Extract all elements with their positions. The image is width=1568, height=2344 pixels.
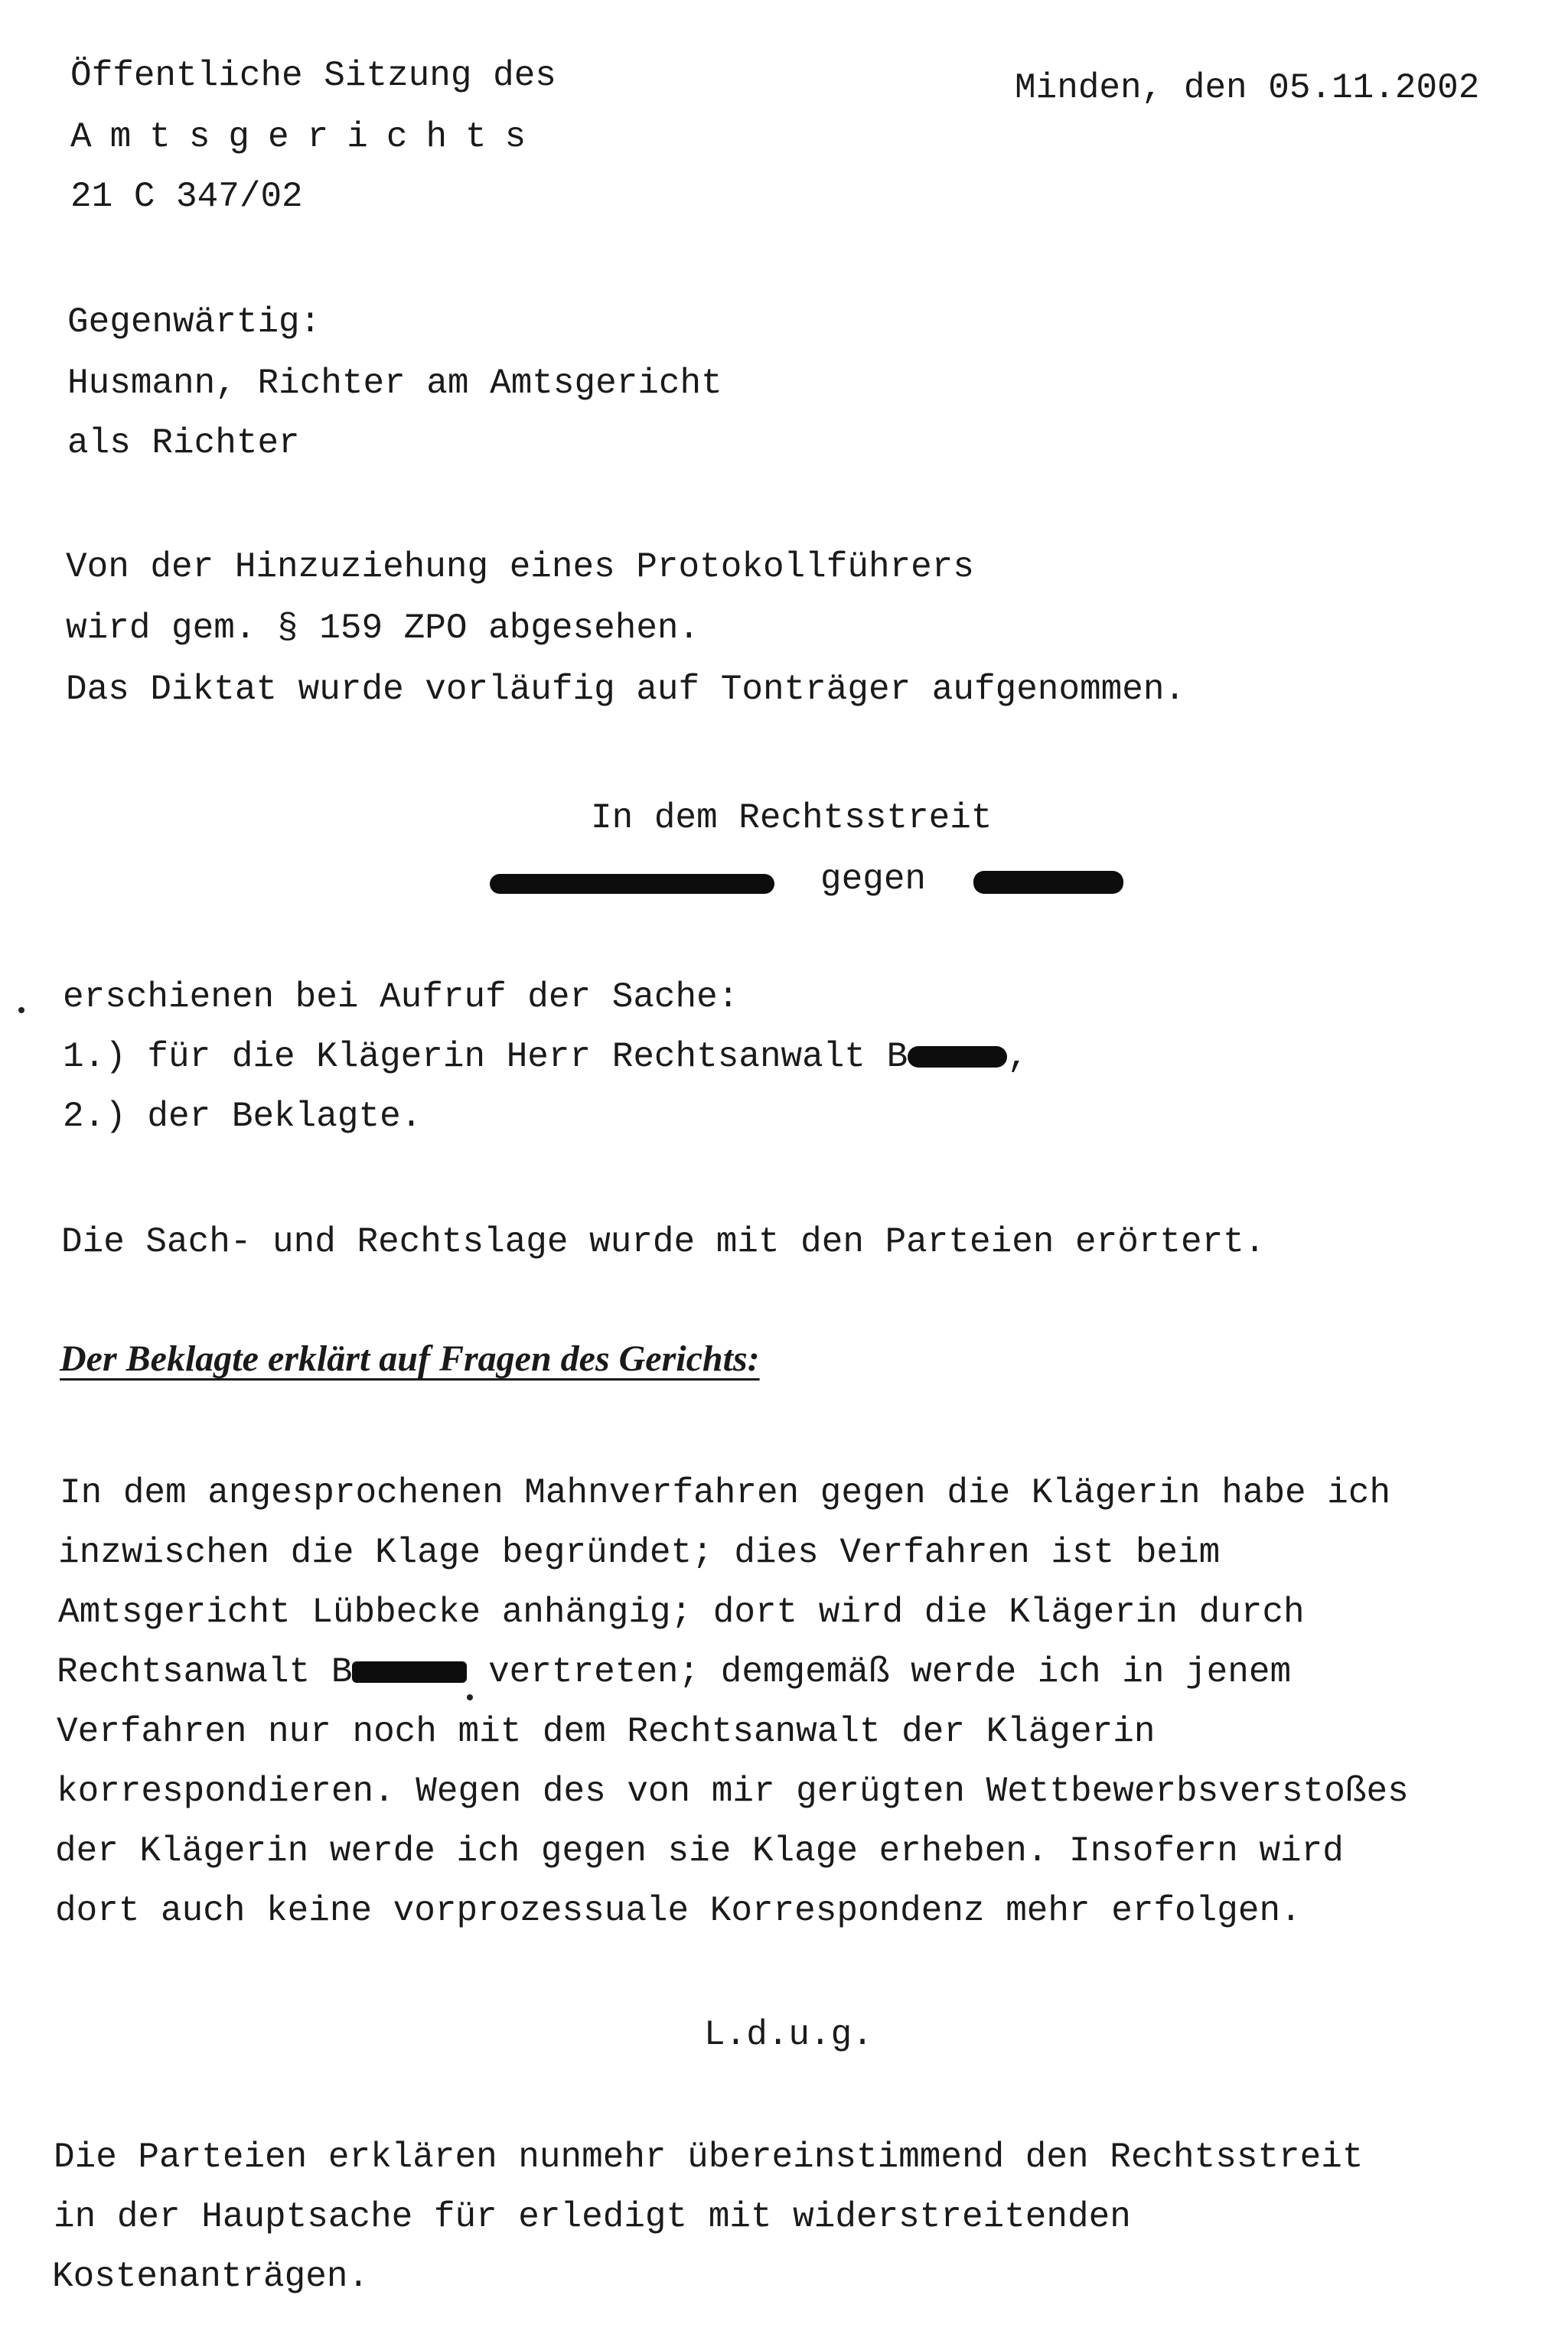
- statement-line-2: inzwischen die Klage begründet; dies Verfahren ist beim: [58, 1533, 1221, 1573]
- redacted-lawyer-name: [908, 1046, 1007, 1068]
- court-session-line: Öffentliche Sitzung des: [70, 56, 556, 96]
- closing-line-1: Die Parteien erklären nunmehr übereinstimmend den Rechtsstreit: [54, 2137, 1364, 2177]
- statement-line-6: korrespondieren. Wegen des von mir gerügten Wettbewerbsverstoßes: [57, 1772, 1409, 1811]
- judge-role: als Richter: [67, 423, 300, 463]
- statement-line-3: Amtsgericht Lübbecke anhängig; dort wird die Klägerin durch: [58, 1593, 1305, 1632]
- statement-line-4: [57, 1654, 1291, 1690]
- appearance-item-2: 2.) der Beklagte.: [63, 1097, 422, 1136]
- read-approved-note: L.d.u.g.: [704, 2015, 873, 2055]
- statement-line-4-text: Rechtsanwalt B: [57, 1652, 353, 1692]
- statement-line-8: dort auch keine vorprozessuale Korrespondenz mehr erfolgen.: [55, 1891, 1302, 1931]
- statement-line-4-rest: vertreten; demgemäß werde ich in jenem: [467, 1652, 1292, 1692]
- protocol-note-line-2: wird gem. § 159 ZPO abgesehen.: [66, 608, 700, 648]
- closing-line-2: in der Hauptsache für erledigt mit widerstreitenden: [54, 2197, 1131, 2237]
- scan-speck: [18, 1007, 24, 1013]
- redacted-defendant-name: [973, 871, 1123, 894]
- appearance-item-1-text: 1.) für die Klägerin Herr Rechtsanwalt B: [63, 1037, 908, 1077]
- redacted-opposing-lawyer-name: [352, 1661, 467, 1683]
- protocol-note-line-1: Von der Hinzuziehung eines Protokollführers: [66, 547, 974, 587]
- case-caption-intro: In dem Rechtsstreit: [591, 798, 993, 838]
- judge-name: Husmann, Richter am Amtsgericht: [67, 363, 722, 403]
- place-and-date: Minden, den 05.11.2002: [1015, 68, 1480, 108]
- statement-line-1: In dem angesprochenen Mahnverfahren gegen die Klägerin habe ich: [60, 1473, 1391, 1513]
- statement-line-7: der Klägerin werde ich gegen sie Klage erheben. Insofern wird: [55, 1831, 1344, 1871]
- scan-speck: [467, 1694, 473, 1700]
- attendance-label: Gegenwärtig:: [67, 302, 321, 342]
- redacted-plaintiff-name: [490, 874, 774, 894]
- statement-heading: Der Beklagte erklärt auf Fragen des Gerichts:: [60, 1338, 760, 1379]
- appearances-intro: erschienen bei Aufruf der Sache:: [63, 977, 739, 1017]
- case-number: 21 C 347/02: [70, 177, 303, 217]
- appearance-item-1: [63, 1037, 1028, 1077]
- discussion-note: Die Sach- und Rechtslage wurde mit den Parteien erörtert.: [61, 1222, 1266, 1262]
- protocol-note-line-3: Das Diktat wurde vorläufig auf Tonträger aufgenommen.: [66, 670, 1186, 709]
- statement-line-5: Verfahren nur noch mit dem Rechtsanwalt der Klägerin: [57, 1712, 1156, 1752]
- court-name: Amtsgerichts: [70, 117, 545, 157]
- appearance-item-1-suffix: ,: [1007, 1037, 1028, 1077]
- closing-line-3: Kostenanträgen.: [52, 2257, 370, 2297]
- versus-word: gegen: [820, 859, 927, 899]
